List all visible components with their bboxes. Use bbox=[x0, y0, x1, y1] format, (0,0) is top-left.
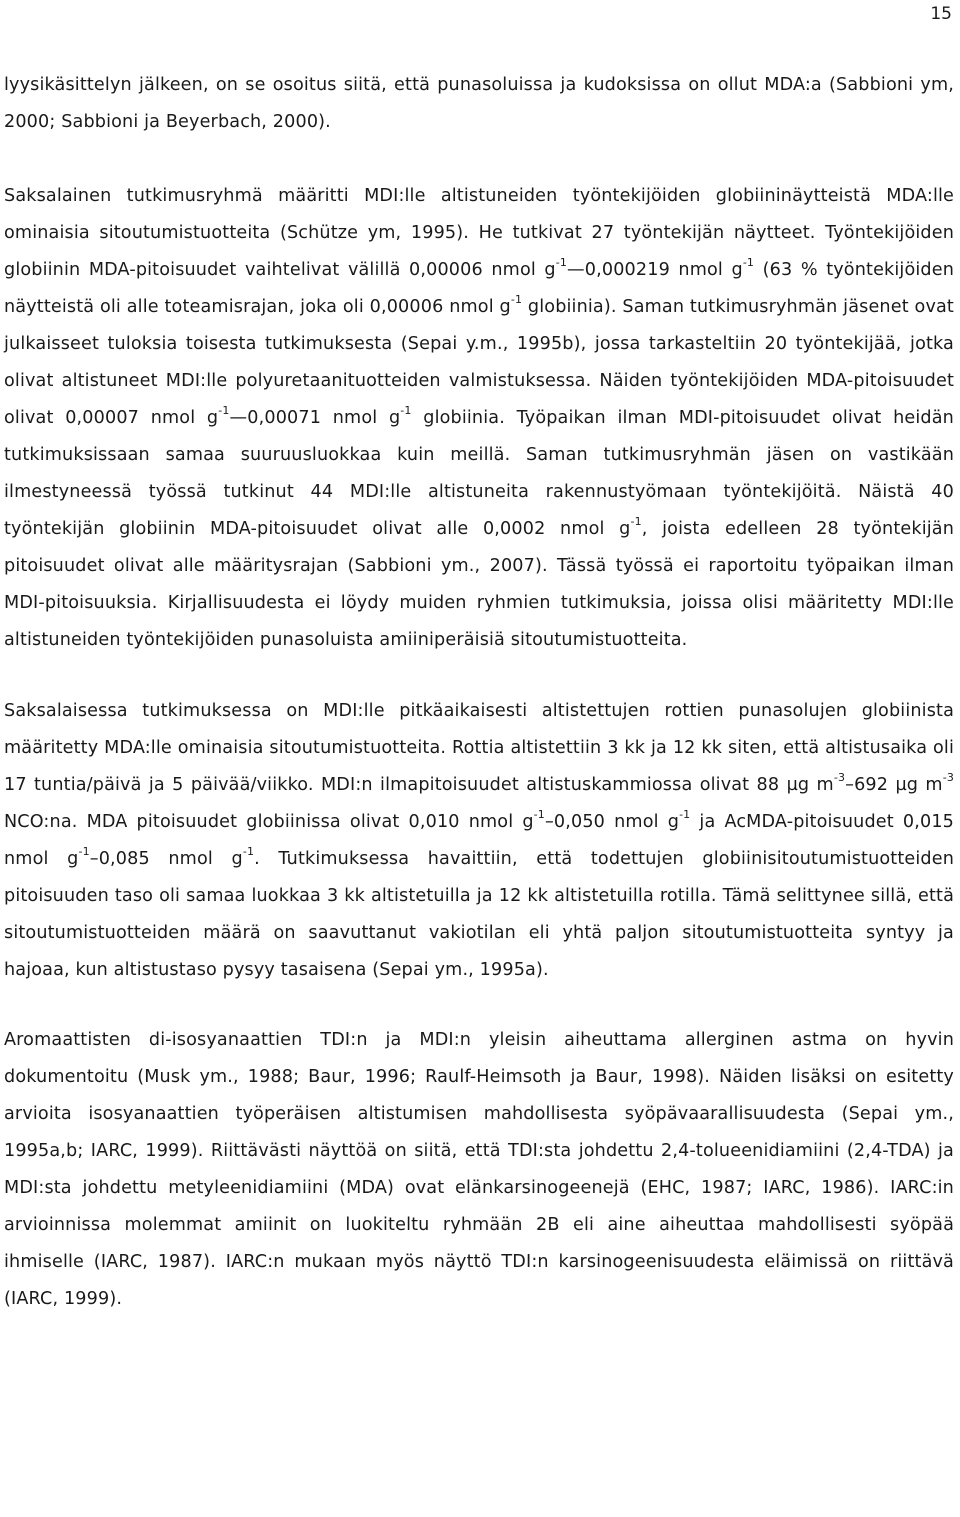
range-dash: — bbox=[229, 408, 248, 428]
superscript-exponent: -1 bbox=[400, 404, 412, 418]
paragraph-2-text-g: , joista edelleen 28 työntekijän pitoisuudet olivat alle määritysrajan (Sabbioni ym., 2007). Tässä työssä ei raportoitu työpaikan ilman MDI-pitoisuuksia. Kirjallisuudesta ei löydy muiden ryhmien tutkimuksia, joissa olisi määritetty MDI:lle altistuneiden työntekijöiden punasoluista amiiniperäisiä sitoutumistuotteita. bbox=[4, 519, 954, 650]
paragraph-2-text-f: globiinia. Työpaikan ilman MDI-pitoisuudet olivat heidän tutkimuksissaan samaa suuruusluokkaa kuin meillä. Saman tutkimusryhmän jäsen on vastikään ilmestyneessä työssä tutkinut 44 MDI:lle altistuneita rakennustyömaan työntekijöitä. Näistä 40 työntekijän globiinin MDA-pitoisuudet olivat alle 0,0002 nmol g bbox=[4, 408, 954, 539]
paragraph-2-text-c: (63 % työntekijöiden näytteistä oli alle toteamisrajan, joka oli 0,00006 nmol g bbox=[4, 260, 955, 317]
paragraph-3-text-a: Saksalaisessa tutkimuksessa on MDI:lle pitkäaikaisesti altistettujen rottien punasolujen globiinista määritetty MDA:lle ominaisia sitoutumistuotteita. Rottia altistettiin 3 kk ja 12 kk siten, että altistusaika oli 17 tuntia/päivä ja 5 päivää/viikko. MDI:n ilmapitoisuudet altistuskammiossa olivat 88 µg m bbox=[4, 701, 954, 795]
superscript-exponent: -1 bbox=[630, 515, 642, 529]
superscript-exponent: -1 bbox=[679, 808, 691, 822]
paragraph-1 bbox=[4, 67, 954, 141]
range-dash: – bbox=[845, 775, 855, 795]
paragraph-3-text-b: 692 µg m bbox=[854, 775, 943, 795]
superscript-exponent: -1 bbox=[218, 404, 230, 418]
paragraph-3-text-f: 0,085 nmol g bbox=[98, 849, 243, 869]
superscript-exponent: -1 bbox=[78, 845, 90, 859]
superscript-exponent: -3 bbox=[942, 771, 955, 785]
superscript-exponent: -3 bbox=[833, 771, 846, 785]
paragraph-3 bbox=[4, 693, 954, 989]
paragraph-2-text-b: 0,000219 nmol g bbox=[584, 260, 743, 280]
range-dash: – bbox=[544, 812, 554, 832]
paragraph-4 bbox=[4, 1022, 954, 1318]
paragraph-2-text-a: Saksalainen tutkimusryhmä määritti MDI:lle altistuneiden työntekijöiden globiininäytteistä MDA:lle ominaisia sitoutumistuotteita (Schütze ym, 1995). He tutkivat 27 työntekijän näytteet. Työntekijöiden globiinin MDA-pitoisuudet vaihtelivat välillä 0,00006 nmol g bbox=[4, 186, 954, 280]
paragraph-3-text-g: . Tutkimuksessa havaittiin, että todettujen globiinisitoutumistuotteiden pitoisuuden taso oli samaa luokkaa 3 kk altistetuilla ja 12 kk altistetuilla rotilla. Tämä selittynee sillä, että sitoutumistuotteiden määrä on saavuttanut vakiotilan eli yhtä paljon sitoutumistuotteita syntyy ja hajoaa, kun altistustaso pysyy tasaisena (Sepai ym., 1995a). bbox=[4, 849, 955, 980]
paragraph-2 bbox=[4, 178, 954, 659]
superscript-exponent: -1 bbox=[533, 808, 545, 822]
document-body bbox=[4, 67, 954, 1318]
range-dash: — bbox=[567, 260, 585, 280]
superscript-exponent: -1 bbox=[242, 845, 255, 859]
page-number: 15 bbox=[930, 4, 952, 24]
paragraph-2-text-e: 0,00071 nmol g bbox=[247, 408, 401, 428]
superscript-exponent: -1 bbox=[555, 256, 568, 270]
paragraph-3-text-c: NCO:na. MDA pitoisuudet globiinissa olivat 0,010 nmol g bbox=[4, 812, 534, 832]
paragraph-3-text-e: ja AcMDA-pitoisuudet 0,015 nmol g bbox=[4, 812, 955, 869]
superscript-exponent: -1 bbox=[742, 256, 755, 270]
paragraph-1-text: lyysikäsittelyn jälkeen, on se osoitus siitä, että punasoluissa ja kudoksissa on ollut MDA:a (Sabbioni ym, 2000; Sabbioni ja Beyerbach, 2000). bbox=[4, 75, 954, 132]
paragraph-3-text-d: 0,050 nmol g bbox=[553, 812, 680, 832]
paragraph-2-text-d: globiinia). Saman tutkimusryhmän jäsenet ovat julkaisseet tuloksia toisesta tutkimuksesta (Sepai y.m., 1995b), jossa tarkasteltiin 20 työntekijää, jotka olivat altistuneet MDI:lle polyuretaanituotteiden valmistuksessa. Näiden työntekijöiden MDA-pitoisuudet olivat 0,00007 nmol g bbox=[4, 297, 954, 428]
range-dash: – bbox=[89, 849, 99, 869]
superscript-exponent: -1 bbox=[510, 293, 523, 307]
paragraph-4-text: Aromaattisten di-isosyanaattien TDI:n ja MDI:n yleisin aiheuttama allerginen astma on hyvin dokumentoitu (Musk ym., 1988; Baur, 1996; Raulf-Heimsoth ja Baur, 1998). Näiden lisäksi on esitetty arvioita isosyanaattien työperäisen altistumisen mahdollisesta syöpävaarallisuudesta (Sepai ym., 1995a,b; IARC, 1999). Riittävästi näyttöä on siitä, että TDI:sta johdettu 2,4-tolueenidiamiini (2,4-TDA) ja MDI:sta johdettu metyleenidiamiini (MDA) ovat elänkarsinogeenejä (EHC, 1987; IARC, 1986). IARC:in arvioinnissa molemmat amiinit on luokiteltu ryhmään 2B eli aine aiheuttaa mahdollisesti syöpää ihmiselle (IARC, 1987). IARC:n mukaan myös näyttö TDI:n karsinogeenisuudesta eläimissä on riittävä (IARC, 1999). bbox=[4, 1030, 954, 1309]
